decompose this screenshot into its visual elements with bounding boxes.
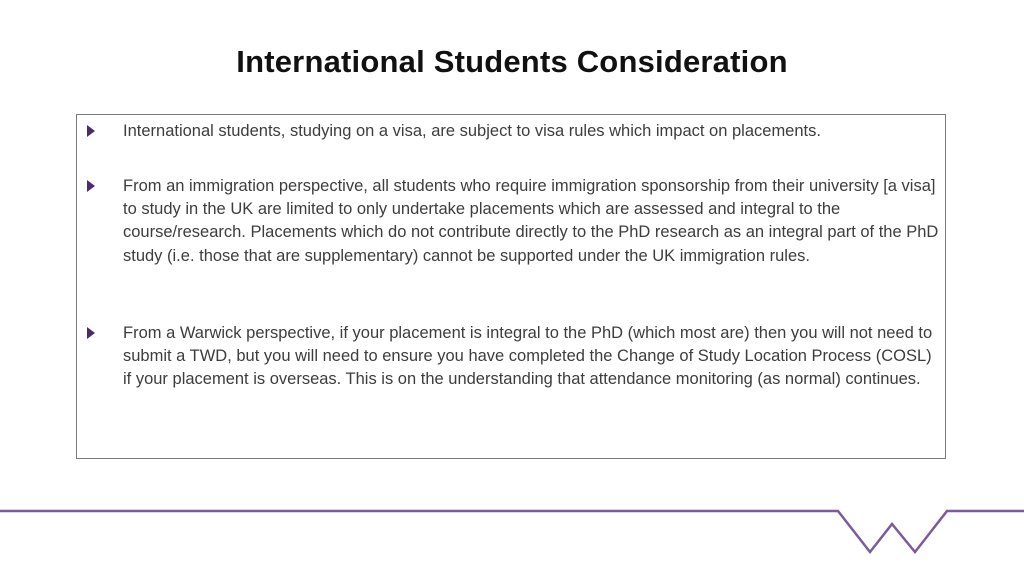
bullet-text-3: From a Warwick perspective, if your placement is integral to the PhD (which most are) then you will not need to submit a TWD, but you will need to ensure you have completed the Change of Study Location Process (COSL) if your placement is overseas. This is on the understanding that attendance monitoring (as normal) continues. bbox=[123, 324, 933, 389]
slide-title: International Students Consideration bbox=[236, 44, 788, 79]
triangle-right-icon bbox=[87, 180, 95, 192]
bullet-text-2: From an immigration perspective, all students who require immigration sponsorship from their university [a visa] to study in the UK are limited to only undertake placements which are assessed and integral to the course/research. Placements which do not contribute directly to the PhD research as an integral part of the PhD study (i.e. those that are supplementary) cannot be supported under the UK immigration rules. bbox=[123, 177, 939, 265]
triangle-right-icon bbox=[87, 327, 95, 339]
warwick-w-logo-icon bbox=[0, 511, 1024, 552]
bullet-text-1: International students, studying on a visa, are subject to visa rules which impact on placements. bbox=[123, 122, 821, 140]
content-box bbox=[76, 114, 946, 459]
triangle-right-icon bbox=[87, 125, 95, 137]
footer-logo-line bbox=[0, 504, 1024, 564]
